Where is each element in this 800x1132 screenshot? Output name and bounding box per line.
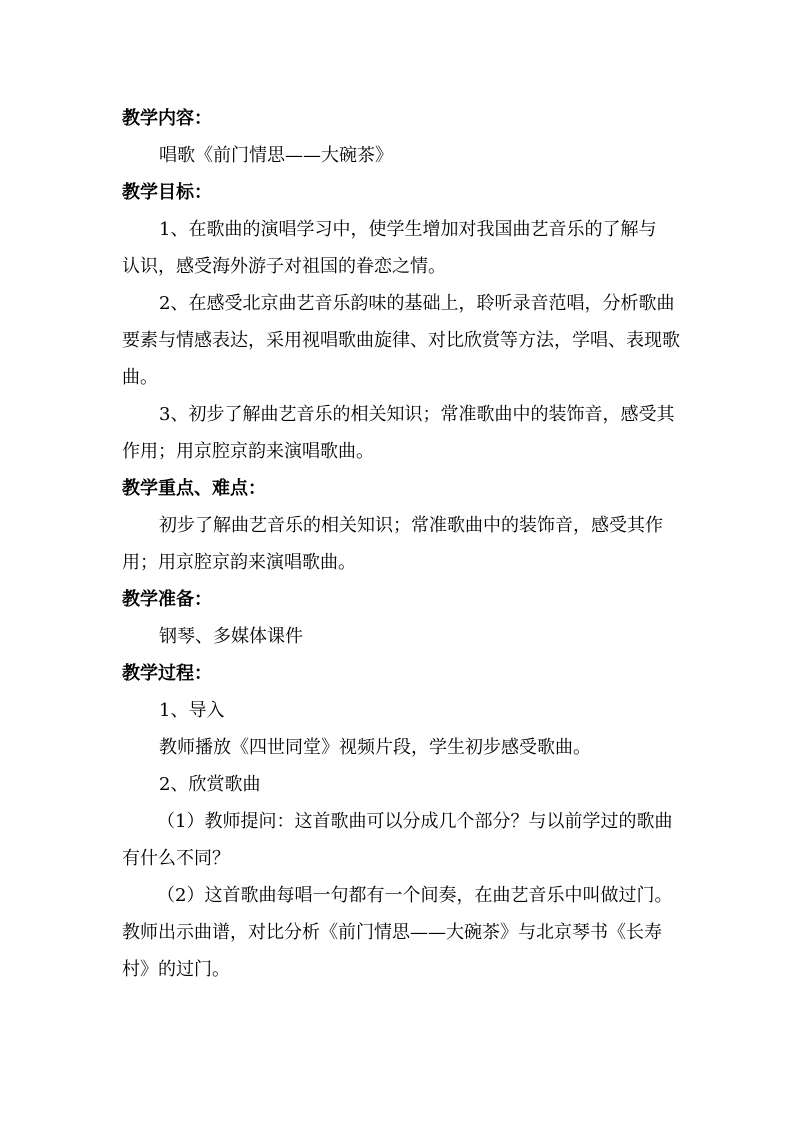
process-step-2 [122, 766, 682, 803]
text-line: 教师出示曲谱，对比分析《前门情思——大碗茶》与北京琴书《长寿 [122, 922, 662, 943]
process-step-1 [122, 692, 682, 766]
text-line: 钢琴、多媒体课件 [159, 626, 303, 647]
goal-3 [122, 396, 682, 470]
text-line: 3、初步了解曲艺音乐的相关知识；常准歌曲中的装饰音，感受其 [159, 404, 675, 425]
preparation-text [122, 618, 682, 655]
text-line: 有什么不同？ [122, 848, 230, 869]
text-line: 1、在歌曲的演唱学习中，使学生增加对我国曲艺音乐的了解与 [159, 219, 657, 240]
heading-key-points: 教学重点、难点： [122, 478, 266, 499]
text-line: 初步了解曲艺音乐的相关知识；常准歌曲中的装饰音，感受其作 [159, 515, 663, 536]
text-line: 2、在感受北京曲艺音乐韵味的基础上，聆听录音范唱，分析歌曲 [159, 293, 675, 314]
text-line: （1）教师提问：这首歌曲可以分成几个部分？与以前学过的歌曲 [157, 811, 673, 832]
text-line: （2）这首歌曲每唱一句都有一个间奏，在曲艺音乐中叫做过门。 [157, 885, 673, 906]
text-line: 要素与情感表达，采用视唱歌曲旋律、对比欣赏等方法，学唱、表现歌 [122, 330, 680, 351]
document-body [122, 100, 682, 988]
text-line: 1、导入 [159, 700, 225, 721]
text-line: 2、欣赏歌曲 [159, 774, 261, 795]
process-question-2 [122, 877, 682, 988]
goal-2 [122, 285, 682, 396]
heading-process: 教学过程： [122, 663, 212, 684]
goal-1 [122, 211, 682, 285]
text-line: 唱歌《前门情思——大碗茶》 [159, 145, 393, 166]
process-question-1 [122, 803, 682, 877]
text-line: 作用；用京腔京韵来演唱歌曲。 [122, 441, 374, 462]
heading-teaching-content: 教学内容： [122, 108, 212, 129]
text-line: 用；用京腔京韵来演唱歌曲。 [122, 552, 356, 573]
key-points-text [122, 507, 682, 581]
text-line: 教师播放《四世同堂》视频片段，学生初步感受歌曲。 [159, 737, 591, 758]
text-line: 认识，感受海外游子对祖国的眷恋之情。 [122, 256, 446, 277]
text-line: 村》的过门。 [122, 959, 230, 980]
teaching-content-text [122, 137, 682, 174]
heading-preparation: 教学准备： [122, 589, 212, 610]
heading-teaching-goals: 教学目标： [122, 182, 212, 203]
text-line: 曲。 [122, 367, 158, 388]
